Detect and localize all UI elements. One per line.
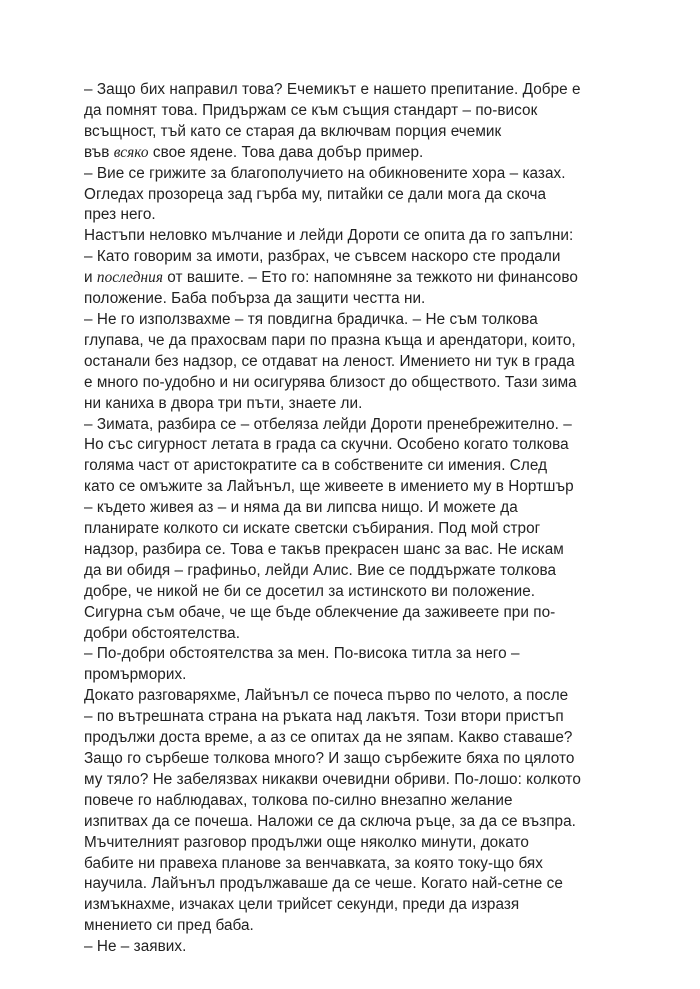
text-line xyxy=(84,833,624,854)
text-line xyxy=(84,435,624,456)
text-line xyxy=(84,164,624,185)
text-run: Но със сигурност летата в града са скучни. Особено когато толкова xyxy=(84,436,569,454)
text-run: като се омъжите за Лайънъл, ще живеете в имението му в Нортшър xyxy=(84,478,574,496)
text-line xyxy=(84,101,624,122)
italic-text: последния xyxy=(96,269,163,287)
text-run: Защо го сърбеше толкова много? И защо сърбежите бяха по цялото xyxy=(84,750,575,767)
text-run: от вашите. – Ето го: напомняне за тежкото ни финансово xyxy=(163,269,578,287)
text-line xyxy=(84,185,624,206)
text-run: Сигурна съм обаче, че ще бъде облекчение да заживеете при по- xyxy=(84,603,556,621)
text-line xyxy=(84,226,624,247)
text-line xyxy=(84,268,624,289)
text-line xyxy=(84,122,624,143)
text-run: – По-добри обстоятелства за мен. По-висока титла за него – xyxy=(84,645,520,663)
text-run: добри обстоятелства. xyxy=(84,624,240,642)
text-run: Докато разговаряхме, Лайънъл се почеса първо по челото, а после xyxy=(84,687,569,705)
text-line xyxy=(84,707,624,728)
text-line xyxy=(84,582,624,603)
text-line xyxy=(84,373,624,394)
text-line xyxy=(84,415,624,436)
text-run: – по вътрешната страна на ръката над лакътя. Този втори пристъп xyxy=(84,708,564,726)
text-run: надзор, разбира се. Това е такъв прекрасен шанс за вас. Не искам xyxy=(84,540,564,558)
text-line xyxy=(84,80,624,101)
text-line xyxy=(84,916,624,937)
text-line xyxy=(84,143,624,164)
text-line xyxy=(84,937,624,958)
text-line xyxy=(84,749,624,770)
text-run: промърморих. xyxy=(84,666,187,684)
text-line xyxy=(84,289,624,310)
text-run: всъщност, тъй като се старая да включвам порция ечемик xyxy=(84,122,502,140)
text-line xyxy=(84,205,624,226)
text-run: голяма част от аристократите са в собствените си имения. След xyxy=(84,457,548,475)
text-line xyxy=(84,331,624,352)
text-line xyxy=(84,247,624,268)
text-line xyxy=(84,540,624,561)
text-run: да ви обидя – графиньо, лейди Алис. Вие се поддържате толкова xyxy=(84,561,557,579)
text-line xyxy=(84,728,624,749)
text-line xyxy=(84,519,624,540)
text-run: е много по-удобно и ни осигурява близост до обществото. Тази зима xyxy=(84,373,577,391)
text-line xyxy=(84,352,624,373)
text-line xyxy=(84,665,624,686)
text-line xyxy=(84,498,624,519)
text-run: продължи доста време, а аз се опитах да не зяпам. Какво ставаше? xyxy=(84,729,573,747)
text-run: – Не го използвахме – тя повдигна брадичка. – Не съм толкова xyxy=(84,310,538,328)
text-run: планирате колкото си искате светски събирания. Под мой строг xyxy=(84,520,541,538)
text-line xyxy=(84,477,624,498)
text-run: изпитвах да се почеша. Наложи се да сключа ръце, за да се възпра. xyxy=(84,812,576,830)
text-run: и xyxy=(84,269,97,287)
text-line xyxy=(84,624,624,645)
text-run: глупава, че да прахосвам пари по празна къща и арендатори, които, xyxy=(84,331,576,349)
text-run: – Като говорим за имоти, разбрах, че съвсем наскоро сте продали xyxy=(84,248,561,266)
text-run: останали без надзор, се отдават на леност. Имението ни тук в града xyxy=(84,352,575,370)
text-run: Мъчителният разговор продължи още няколко минути, докато xyxy=(84,833,529,851)
text-line xyxy=(84,791,624,812)
text-line xyxy=(84,310,624,331)
text-line xyxy=(84,456,624,477)
text-run: му тяло? Не забелязвах никакви очевидни обриви. По-лошо: колкото xyxy=(84,770,581,788)
text-line xyxy=(84,394,624,415)
text-run: през него. xyxy=(84,206,156,224)
text-run: повече го наблюдавах, толкова по-силно внезапно желание xyxy=(84,791,513,809)
text-line xyxy=(84,874,624,895)
text-run: – Зимата, разбира се – отбеляза лейди Дороти пренебрежително. – xyxy=(84,415,572,433)
text-run: бабите ни правеха планове за венчавката, за която току-що бях xyxy=(84,854,543,872)
text-run: измъкнахме, изчаках цели трийсет секунди, преди да изразя xyxy=(84,896,520,914)
text-run: да помнят това. Придържам се към същия стандарт – по-висок xyxy=(84,101,538,119)
text-run: Настъпи неловко мълчание и лейди Дороти се опита да го запълни: xyxy=(84,227,574,245)
text-run: – Защо бих направил това? Ечемикът е нашето препитание. Добре е xyxy=(84,81,581,98)
text-run: ни каниха в двора три пъти, знаете ли. xyxy=(84,394,363,412)
text-line xyxy=(84,812,624,833)
text-run: – където живея аз – и няма да ви липсва нищо. И можете да xyxy=(84,499,518,517)
text-line xyxy=(84,770,624,791)
text-line xyxy=(84,644,624,665)
text-run: добре, че никой не би се досетил за истинското ви положение. xyxy=(84,582,536,600)
text-line xyxy=(84,854,624,875)
text-line xyxy=(84,561,624,582)
body-text xyxy=(84,80,624,958)
text-line xyxy=(84,686,624,707)
italic-text: всяко xyxy=(113,143,149,161)
text-run: във xyxy=(84,143,114,161)
text-run: мнението си пред баба. xyxy=(84,917,254,935)
text-run: положение. Баба побърза да защити честта ни. xyxy=(84,290,426,308)
text-run: – Вие се грижите за благополучието на обикновените хора – казах. xyxy=(84,164,566,182)
text-run: научила. Лайънъл продължаваше да се чеше. Когато най-сетне се xyxy=(84,875,563,893)
text-run: Огледах прозореца зад гърба му, питайки се дали мога да скоча xyxy=(84,185,547,203)
text-run: свое ядене. Това дава добър пример. xyxy=(148,143,424,161)
text-run: – Не – заявих. xyxy=(84,938,187,956)
text-line xyxy=(84,895,624,916)
text-line xyxy=(84,603,624,624)
